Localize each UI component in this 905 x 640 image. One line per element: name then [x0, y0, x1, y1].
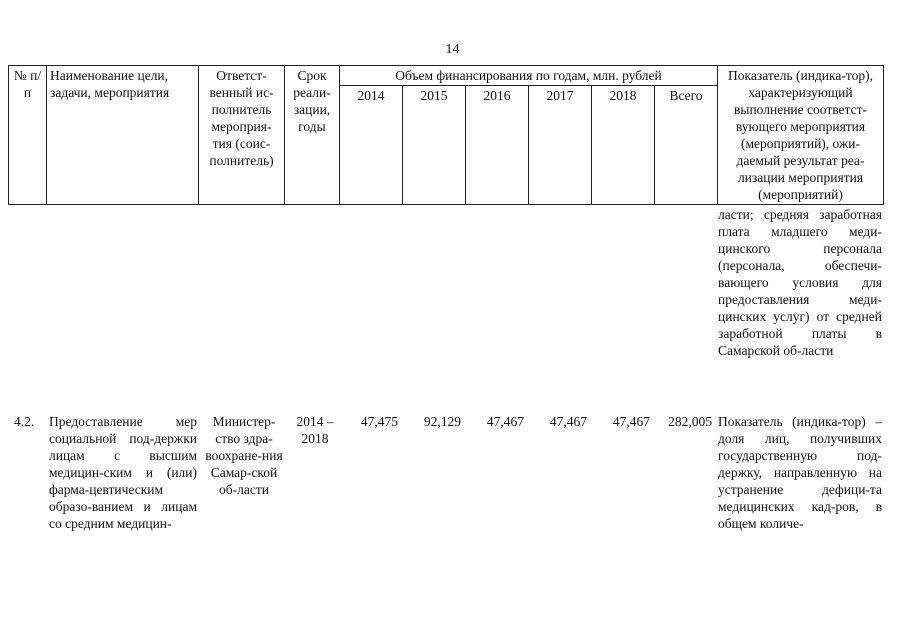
header-year: 2015 — [403, 86, 466, 205]
header-year: 2018 — [592, 86, 655, 205]
header-year: 2016 — [466, 86, 529, 205]
indicator-continuation: ласти; средняя заработная плата младшего меди-цинского персонала (персонала, обеспечи-вающего условия для предоставления меди-цинских услуг) от средней заработной платы в Самарской об-ласти — [718, 207, 882, 358]
row-value-2014: 47,475 — [360, 414, 398, 429]
row-value-total: 282,005 — [668, 414, 712, 429]
row-term: 2014 – 2018 — [296, 414, 334, 446]
page-number: 14 — [445, 42, 460, 57]
header-year: 2017 — [529, 86, 592, 205]
row-value-2016: 47,467 — [486, 414, 524, 429]
header-number: № п/п — [9, 66, 47, 205]
row-value-2015: 92,129 — [423, 414, 461, 429]
header-indicator: Показатель (индика-тор), характеризующий выполнение соответст-вующего мероприятия (мероприятий), ожи-даемый результат реа-лизации мероприятия (мероприятий) — [718, 66, 884, 205]
program-table-header — [8, 65, 884, 205]
header-term: Срок реали-зации, годы — [285, 66, 340, 205]
row-responsible: Министер-ство здра-воохране-ния Самар-ской об-ласти — [205, 414, 283, 497]
row-name: Предоставление мер социальной под-держки лицам с высшим медицин-ским и (или) фарма-цевтическим образо-ванием и лицам со средним медицин- — [49, 414, 197, 531]
row-value-2017: 47,467 — [549, 414, 587, 429]
header-year: 2014 — [340, 86, 403, 205]
row-value-2018: 47,467 — [612, 414, 650, 429]
header-funding: Объем финансирования по годам, млн. рублей — [340, 66, 718, 86]
header-responsible: Ответст-венный ис-полнитель мероприя-тия (соис-полнитель) — [199, 66, 285, 205]
header-name: Наименование цели, задачи, мероприятия — [47, 66, 199, 205]
header-total: Всего — [655, 86, 718, 205]
row-number: 4.2. — [14, 414, 35, 429]
row-indicator: Показатель (индика-тор) – доля лиц, получивших государственную под-держку, направленную на устранение дефици-та медицинских кад-ров, в общем количе- — [718, 414, 882, 531]
